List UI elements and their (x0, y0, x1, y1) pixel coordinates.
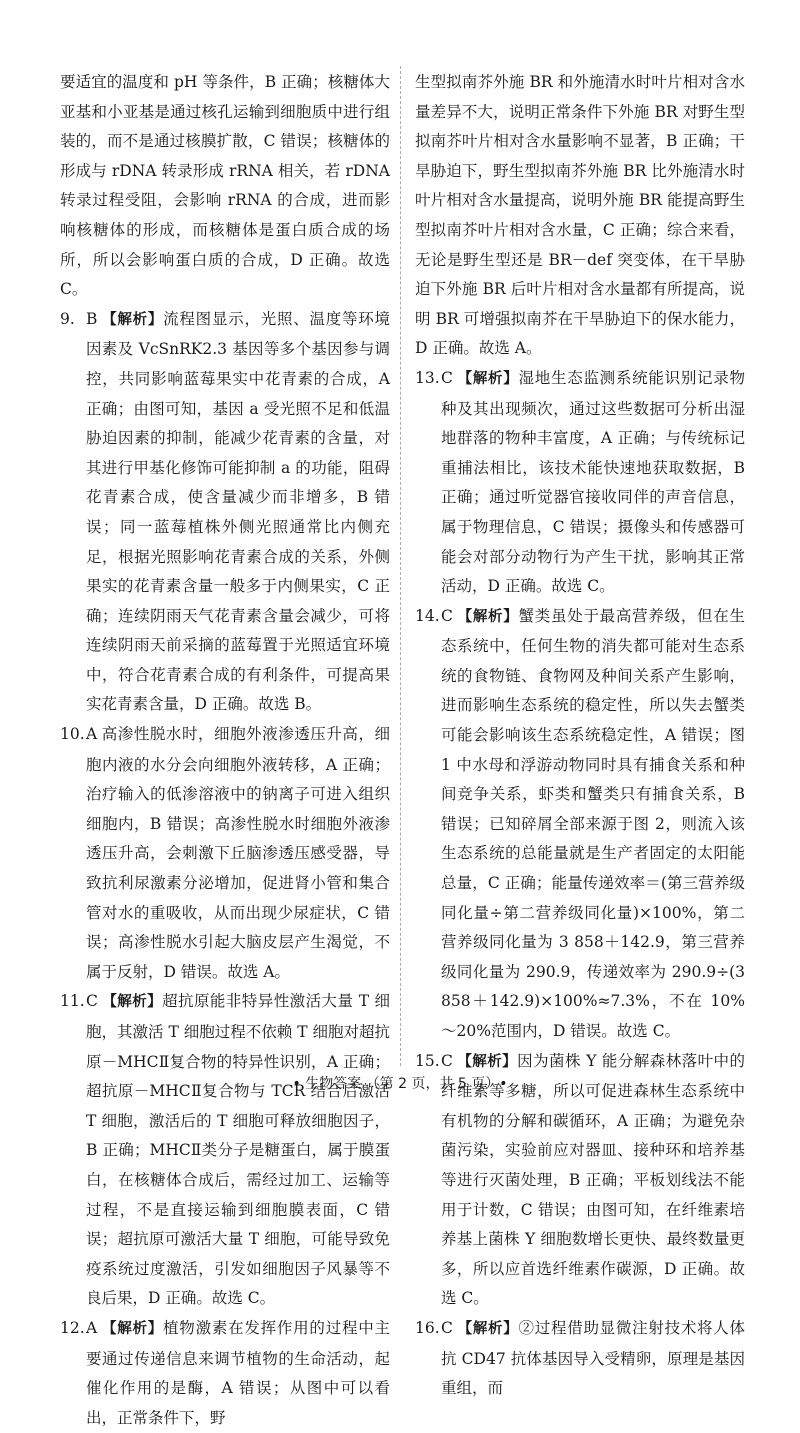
item-number: 11. (60, 992, 85, 1011)
item-answer: A (86, 725, 98, 744)
answer-item-11 (60, 987, 390, 1314)
item-number: 12. (60, 1318, 85, 1337)
item-text: 湿地生态监测系统能识别记录物种及其出现频次，通过这些数据可分析出湿地群落的物种丰富度，A 正确；与传统标记重捕法相比，该技术能快速地获取数据，B 正确；通过听觉器官接收同伴的声音信息，属于物理信息，C 错误；摄像头和传感器可能会对部分动物行为产生干扰，影响其正常活动，D 正确。故选 C。 (441, 368, 746, 596)
answer-item-16 (415, 1314, 745, 1404)
item-text: 流程图显示，光照、温度等环境因素及 VcSnRK2.3 基因等多个基因参与调控，共同影响蓝莓果实中花青素的合成，A 正确；由图可知，基因 a 受光照不足和低温胁迫因素的抑制，能减少花青素的含量，对其进行甲基化修饰可能抑制 a 的功能，阻碍花青素合成，使含量减少而非增多，B 错误；同一蓝莓植株外侧光照通常比内侧充足，根据光照影响花青素合成的关系，外侧果实的花青素含量一般多于内侧果实，C 正确；连续阴雨天气花青素含量会减少，可将连续阴雨天前采摘的蓝莓置于光照适宜环境中，符合花青素合成的有利条件，可提高果实花青素含量，D 正确。故选 B。 (86, 309, 390, 714)
answer-item-9 (60, 305, 390, 720)
item-tag: 【解析】 (101, 311, 164, 328)
left-column (60, 68, 390, 1433)
answer-item-12 (60, 1314, 390, 1433)
item-number: 10. (60, 725, 85, 744)
continuation-text: 生型拟南芥外施 BR 和外施清水时叶片相对含水量差异不大，说明正常条件下外施 BR 对野生型拟南芥叶片相对含水量影响不显著，B 正确；干旱胁迫下，野生型拟南芥外施 BR 比外施清水时叶片相对含水量提高，说明外施 BR 能提高野生型拟南芥叶片相对含水量，C 正确；综合来看，无论是野生型还是 BR－def 突变体，在干旱胁迫下外施 BR 后叶片相对含水量都有所提高，说明 BR 可增强拟南芥在干旱胁迫下的保水能力，D 正确。故选 A。 (415, 73, 745, 358)
item-number: 13. (415, 368, 440, 387)
item-answer: B (86, 309, 98, 328)
item-tag: 【解析】 (101, 1320, 164, 1337)
item-text: ②过程借助显微注射技术将人体抗 CD47 抗体基因导入受精卵，原理是基因重组，而 (441, 1318, 746, 1398)
right-column (415, 68, 745, 1404)
page-footer: • 生物答案 （第 2 页，共 5 页）• (292, 1076, 508, 1092)
item-number: 9. (60, 309, 75, 328)
item-text: 高渗性脱水时，细胞外液渗透压升高，细胞内液的水分会向细胞外液转移，A 正确；治疗输入的低渗溶液中的钠离子可进入组织细胞内，B 错误；高渗性脱水时细胞外液渗透压升高，会刺激下丘脑渗透压感受器，导致抗利尿激素分泌增加，促进肾小管和集合管对水的重吸收，从而出现少尿症状，C 错误；高渗性脱水引起大脑皮层产生渴觉，不属于反射，D 错误。故选 A。 (86, 725, 390, 981)
item-answer: A (86, 1318, 98, 1337)
right-continuation (415, 68, 745, 364)
item-tag: 【解析】 (456, 1320, 519, 1337)
item-number: 16. (415, 1318, 440, 1337)
item-text: 植物激素在发挥作用的过程中主要通过传递信息来调节植物的生命活动，起催化作用的是酶，A 错误；从图中可以看出，正常条件下，野 (86, 1318, 390, 1427)
continuation-text: 要适宜的温度和 pH 等条件，B 正确；核糖体大亚基和小亚基是通过核孔运输到细胞质中进行组装的，而不是通过核膜扩散，C 错误；核糖体的形成与 rDNA 转录形成 rRNA 相关，若 rDNA 转录过程受阻，会影响 rRNA 的合成，进而影响核糖体的形成，而核糖体是蛋白质合成的场所，所以会影响蛋白质的合成，D 正确。故选 C。 (60, 73, 390, 299)
item-answer: C (441, 1318, 453, 1337)
item-answer: C (441, 606, 453, 625)
item-number: 15. (415, 1051, 440, 1070)
answer-item-14 (415, 602, 745, 1047)
column-divider (400, 66, 401, 1066)
item-answer: C (441, 1051, 453, 1070)
left-continuation (60, 68, 390, 305)
answer-item-10 (60, 720, 390, 987)
item-text: 因为菌株 Y 能分解森林落叶中的纤维素等多糖，所以可促进森林生态系统中有机物的分解和碳循环，A 正确；为避免杂菌污染，实验前应对器皿、接种环和培养基等进行灭菌处理，B 正确；平板划线法不能用于计数，C 错误；由图可知，在纤维素培养基上菌株 Y 细胞数增长更快、最终数量更多，所以应首选纤维素作碳源，D 正确。故选 C。 (441, 1051, 745, 1308)
item-answer: C (441, 368, 453, 387)
item-tag: 【解析】 (456, 608, 519, 625)
item-tag: 【解析】 (456, 370, 519, 387)
item-answer: C (86, 992, 98, 1011)
item-tag: 【解析】 (456, 1053, 518, 1070)
answer-item-13 (415, 364, 745, 602)
item-number: 14. (415, 606, 440, 625)
item-text: 蟹类虽处于最高营养级，但在生态系统中，任何生物的消失都可能对生态系统的食物链、食物网及种间关系产生影响，进而影响生态系统的稳定性，所以失去蟹类可能会影响该生态系统稳定性，A 错误；图 1 中水母和浮游动物同时具有捕食关系和种间竞争关系，虾类和蟹类只有捕食关系，B 错误；已知碎屑全部来源于图 2，则流入该生态系统的总能量就是生产者固定的太阳能总量，C 正确；能量传递效率＝(第三营养级同化量÷第二营养级同化量)×100%，第二营养级同化量为 3 858＋142.9，第三营养级同化量为 290.9，传递效率为 290.9÷(3 858＋142.9)×100%≈7.3%，不在 10%～20%范围内，D 错误。故选 C。 (441, 606, 746, 1040)
item-text: 超抗原能非特异性激活大量 T 细胞，其激活 T 细胞过程不依赖 T 细胞对超抗原－MHCⅡ复合物的特异性识别，A 正确；超抗原－MHCⅡ复合物与 TCR 结合后激活 T 细胞，激活后的 T 细胞可释放细胞因子，B 正确；MHCⅡ类分子是糖蛋白，属于膜蛋白，在核糖体合成后，需经过加工、运输等过程，不是直接运输到细胞膜表面，C 错误；超抗原可激活大量 T 细胞，可能导致免疫系统过度激活，引发如细胞因子风暴等不良后果，D 正确。故选 C。 (86, 992, 390, 1308)
item-tag: 【解析】 (101, 994, 163, 1011)
